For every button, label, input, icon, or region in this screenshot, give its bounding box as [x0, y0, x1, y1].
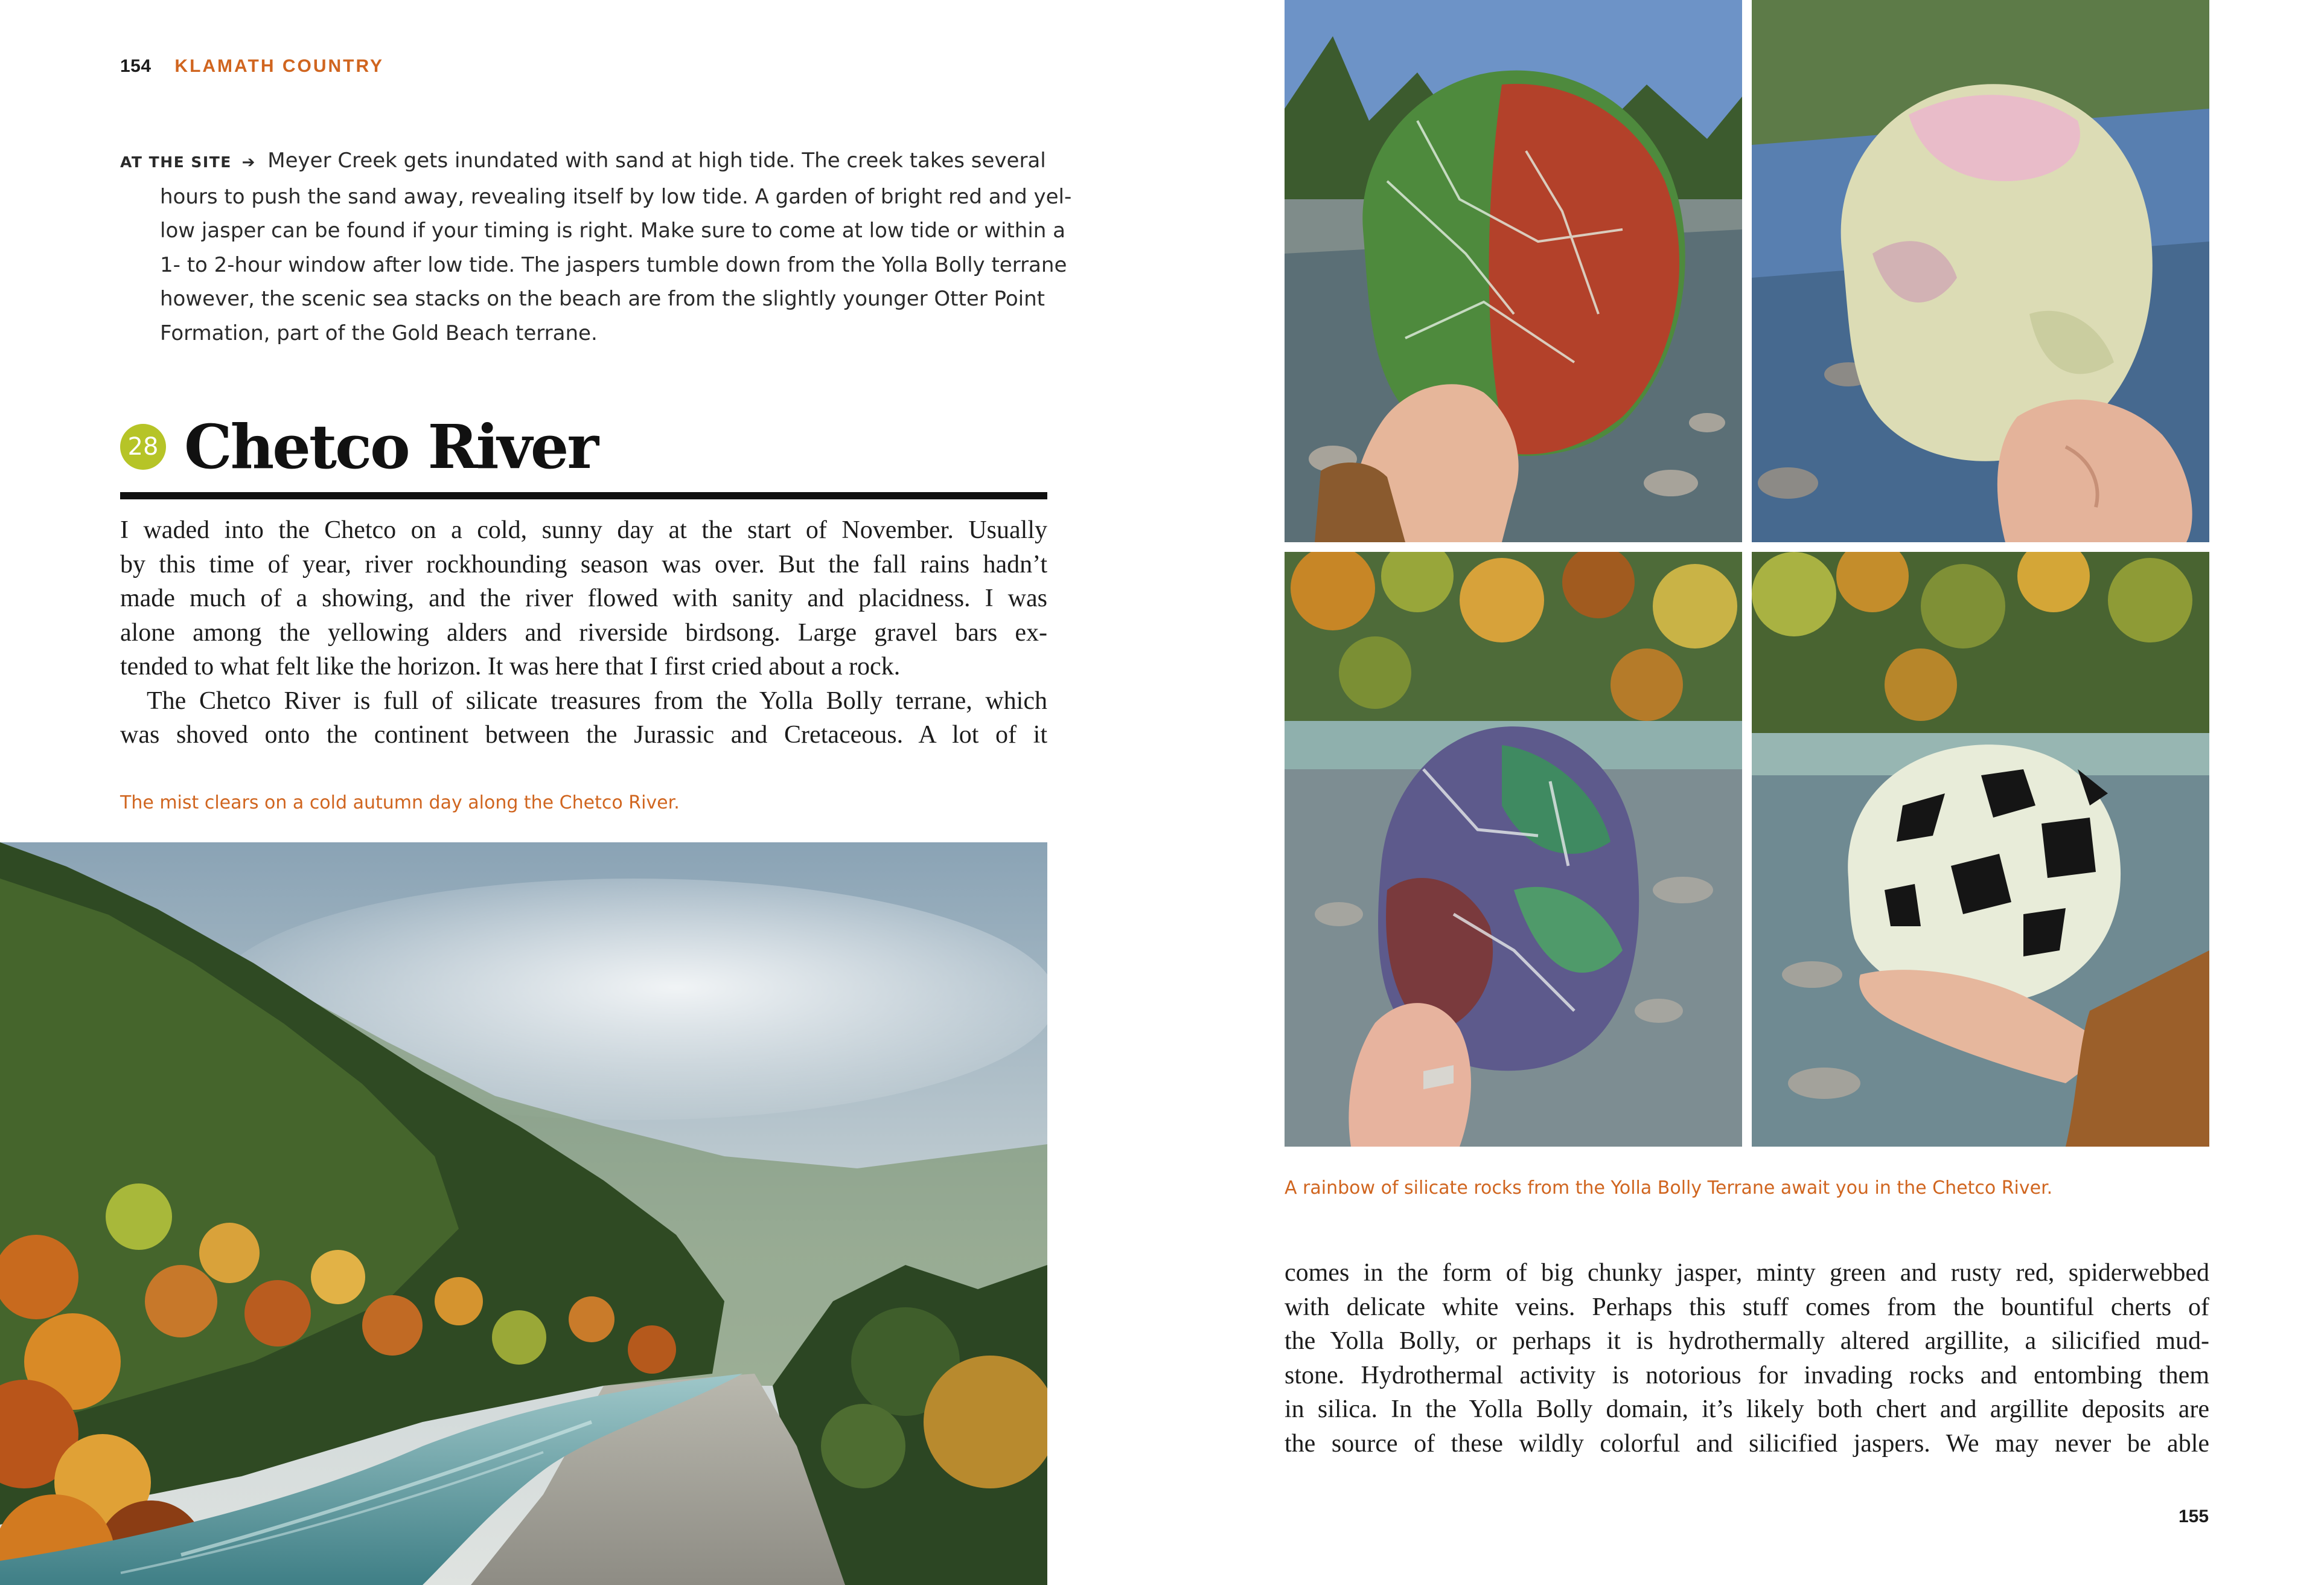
page-number-left: 154 [120, 56, 152, 76]
site-title: Chetco River [184, 411, 598, 482]
note-line: 1- to 2-hour window after low tide. The jaspers tumble down from the Yolla Bolly terrane [160, 252, 1067, 277]
arrow-right-icon: ➔ [241, 153, 255, 171]
body-line: by this time of year, river rockhounding season was over. But the fall rains hadn’t [120, 550, 1047, 578]
body-line: the Yolla Bolly, or perhaps it is hydrothermally altered argillite, a silicified mud- [1285, 1327, 2209, 1355]
river-photo [0, 842, 1047, 1585]
site-number-badge: 28 [120, 424, 166, 470]
rock-photo-black-white [1752, 552, 2209, 1147]
title-rule [120, 492, 1047, 499]
body-line: I waded into the Chetco on a cold, sunny day at the start of November. Usually [120, 516, 1047, 544]
rock-photo-green-red-jasper [1285, 0, 1742, 542]
rock-photo-pink-green [1752, 0, 2209, 542]
body-text-left [120, 513, 1047, 752]
right-page [1162, 0, 2324, 1585]
note-line [120, 144, 1050, 180]
note-line: Formation, part of the Gold Beach terrane. [160, 321, 598, 345]
body-line: tended to what felt like the horizon. It was here that I first cried about a rock. [120, 653, 901, 680]
section-title: KLAMATH COUNTRY [174, 56, 385, 76]
note-line: however, the scenic sea stacks on the beach are from the slightly younger Otter Point [160, 287, 1045, 311]
site-heading [120, 408, 597, 486]
page-number-right: 155 [2179, 1507, 2209, 1526]
note-line: hours to push the sand away, revealing itself by low tide. A garden of bright red and yel- [160, 184, 1072, 209]
body-line: was shoved onto the continent between the Jurassic and Cretaceous. A lot of it [120, 721, 1047, 749]
body-line: in silica. In the Yolla Bolly domain, it’s likely both chert and argillite deposits are [1285, 1395, 2209, 1423]
body-line: the source of these wildly colorful and silicified jaspers. We may never be able [1285, 1429, 2209, 1458]
body-line: stone. Hydrothermal activity is notorious for invading rocks and entombing them [1285, 1361, 2209, 1389]
photo-caption-river: The mist clears on a cold autumn day along the Chetco River. [120, 792, 680, 813]
note-line: low jasper can be found if your timing is right. Make sure to come at low tide or within a [160, 219, 1065, 243]
note-line-text: Meyer Creek gets inundated with sand at high tide. The creek takes several [267, 149, 1046, 173]
body-line: with delicate white veins. Perhaps this stuff comes from the bountiful cherts of [1285, 1293, 2209, 1321]
note-lead: AT THE SITE [120, 153, 232, 171]
at-the-site-note [120, 144, 1072, 350]
running-head [120, 56, 384, 77]
body-line: comes in the form of big chunky jasper, minty green and rusty red, spiderwebbed [1285, 1259, 2209, 1287]
body-line: made much of a showing, and the river flowed with sanity and placidness. I was [120, 584, 1047, 612]
body-line: alone among the yellowing alders and riverside birdsong. Large gravel bars ex- [120, 618, 1047, 647]
photo-caption-rocks: A rainbow of silicate rocks from the Yolla Bolly Terrane await you in the Chetco River. [1285, 1177, 2053, 1199]
rock-photo-purple-green [1285, 552, 1742, 1147]
body-line: The Chetco River is full of silicate treasures from the Yolla Bolly terrane, which [147, 687, 1047, 715]
body-text-right [1285, 1256, 2209, 1461]
